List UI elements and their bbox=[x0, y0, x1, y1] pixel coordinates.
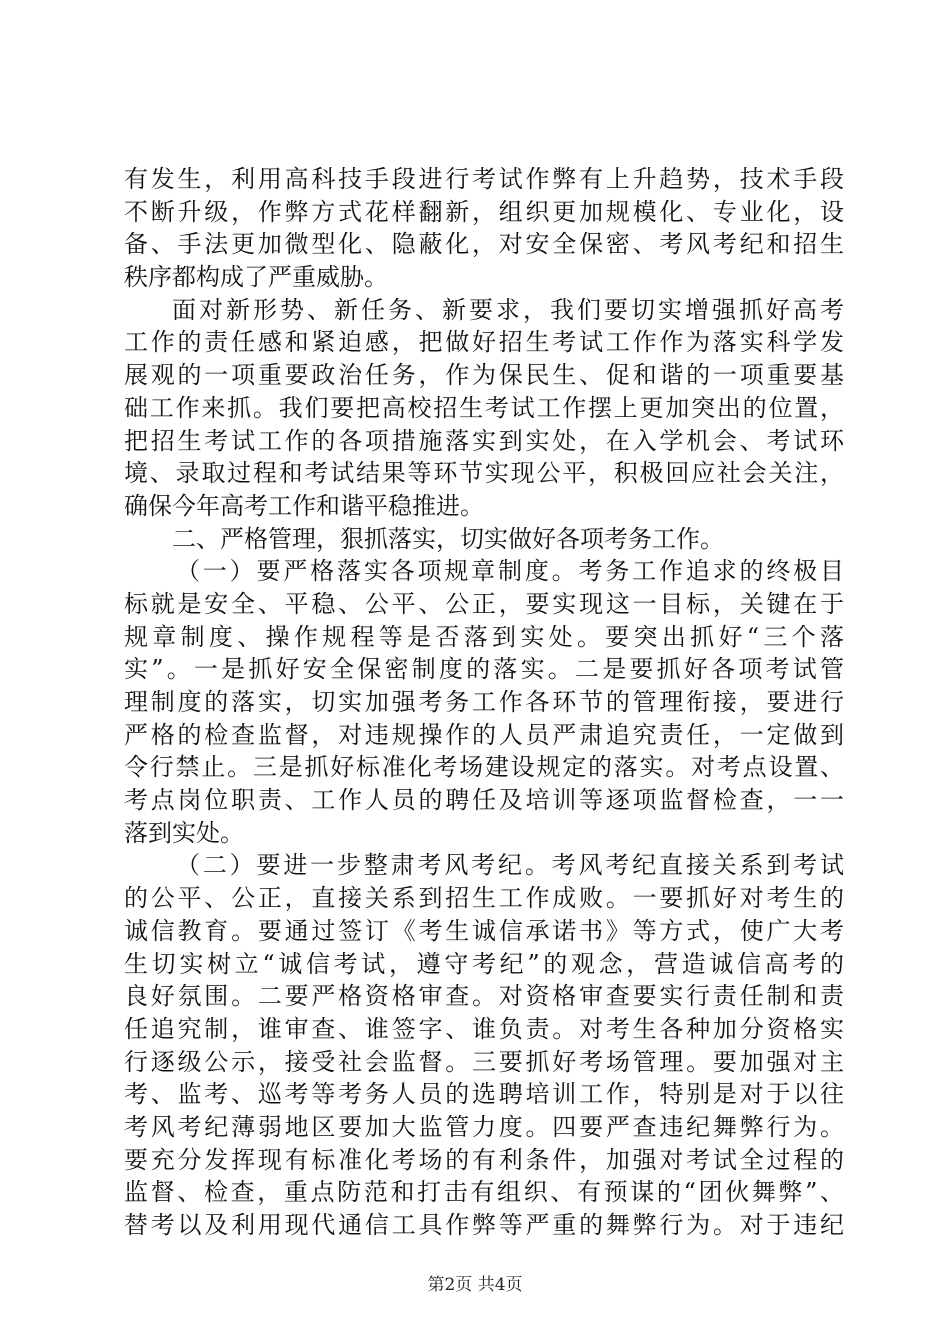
text-line: 考、监考、巡考等考务人员的选聘培训工作，特别是对于以往 bbox=[124, 1080, 844, 1109]
text-line: 确保今年高考工作和谐平稳推进。 bbox=[124, 491, 484, 520]
text-line: 有发生，利用高科技手段进行考试作弊有上升趋势，技术手段 bbox=[124, 165, 844, 193]
paragraph-first-line: 面对新形势、新任务、新要求，我们要切实增强抓好高考 bbox=[172, 295, 844, 324]
section-heading: 二、严格管理，狠抓落实，切实做好各项考务工作。 bbox=[172, 524, 724, 553]
text-line: 良好氛围。二要严格资格审查。对资格审查要实行责任制和责 bbox=[124, 982, 844, 1011]
text-line: 规章制度、操作规程等是否落到实处。要突出抓好“三个落 bbox=[124, 622, 844, 651]
text-line: 实”。一是抓好安全保密制度的落实。二是要抓好各项考试管 bbox=[124, 655, 844, 684]
text-line: 理制度的落实，切实加强考务工作各环节的管理衔接，要进行 bbox=[124, 688, 844, 716]
text-line: 不断升级，作弊方式花样翻新，组织更加规模化、专业化，设 bbox=[124, 197, 844, 226]
text-line: 境、录取过程和考试结果等环节实现公平，积极回应社会关注， bbox=[124, 459, 844, 488]
text-line: 替考以及利用现代通信工具作弊等严重的舞弊行为。对于违纪 bbox=[124, 1211, 844, 1239]
text-line: 秩序都构成了严重威胁。 bbox=[124, 263, 388, 292]
text-line: 备、手法更加微型化、隐蔽化，对安全保密、考风考纪和招生 bbox=[124, 230, 844, 259]
text-line: 标就是安全、平稳、公平、公正，要实现这一目标，关键在于 bbox=[124, 589, 844, 618]
text-line: 展观的一项重要政治任务，作为保民生、促和谐的一项重要基 bbox=[124, 361, 844, 390]
paragraph-first-line: （一）要严格落实各项规章制度。考务工作追求的终极目 bbox=[176, 557, 844, 586]
text-line: 考点岗位职责、工作人员的聘任及培训等逐项监督检查，一一 bbox=[124, 786, 844, 815]
text-line: 础工作来抓。我们要把高校招生考试工作摆上更加突出的位置， bbox=[124, 393, 844, 422]
text-line: 任追究制，谁审查、谁签字、谁负责。对考生各种加分资格实 bbox=[124, 1014, 844, 1043]
text-line: 严格的检查监督，对违规操作的人员严肃追究责任，一定做到 bbox=[124, 720, 844, 749]
text-line: 落到实处。 bbox=[124, 818, 244, 847]
text-line: 把招生考试工作的各项措施落实到实处，在入学机会、考试环 bbox=[124, 426, 844, 455]
text-line: 要充分发挥现有标准化考场的有利条件，加强对考试全过程的 bbox=[124, 1145, 844, 1174]
text-line: 监督、检查，重点防范和打击有组织、有预谋的“团伙舞弊”、 bbox=[124, 1178, 844, 1207]
text-line: 诚信教育。要通过签订《考生诚信承诺书》等方式，使广大考 bbox=[124, 916, 844, 945]
paragraph-first-line: （二）要进一步整肃考风考纪。考风考纪直接关系到考试 bbox=[176, 851, 844, 880]
text-line: 的公平、公正，直接关系到招生工作成败。一要抓好对考生的 bbox=[124, 884, 844, 913]
text-line: 工作的责任感和紧迫感，把做好招生考试工作作为落实科学发 bbox=[124, 328, 844, 357]
body-text bbox=[124, 163, 844, 1242]
text-line: 考风考纪薄弱地区要加大监管力度。四要严查违纪舞弊行为。 bbox=[124, 1112, 844, 1141]
text-line: 行逐级公示，接受社会监督。三要抓好考场管理。要加强对主 bbox=[124, 1047, 844, 1076]
text-line: 生切实树立“诚信考试，遵守考纪”的观念，营造诚信高考的 bbox=[124, 949, 844, 978]
page-number-footer: 第2页 共4页 bbox=[427, 1275, 523, 1295]
text-line: 令行禁止。三是抓好标准化考场建设规定的落实。对考点设置、 bbox=[124, 753, 844, 782]
